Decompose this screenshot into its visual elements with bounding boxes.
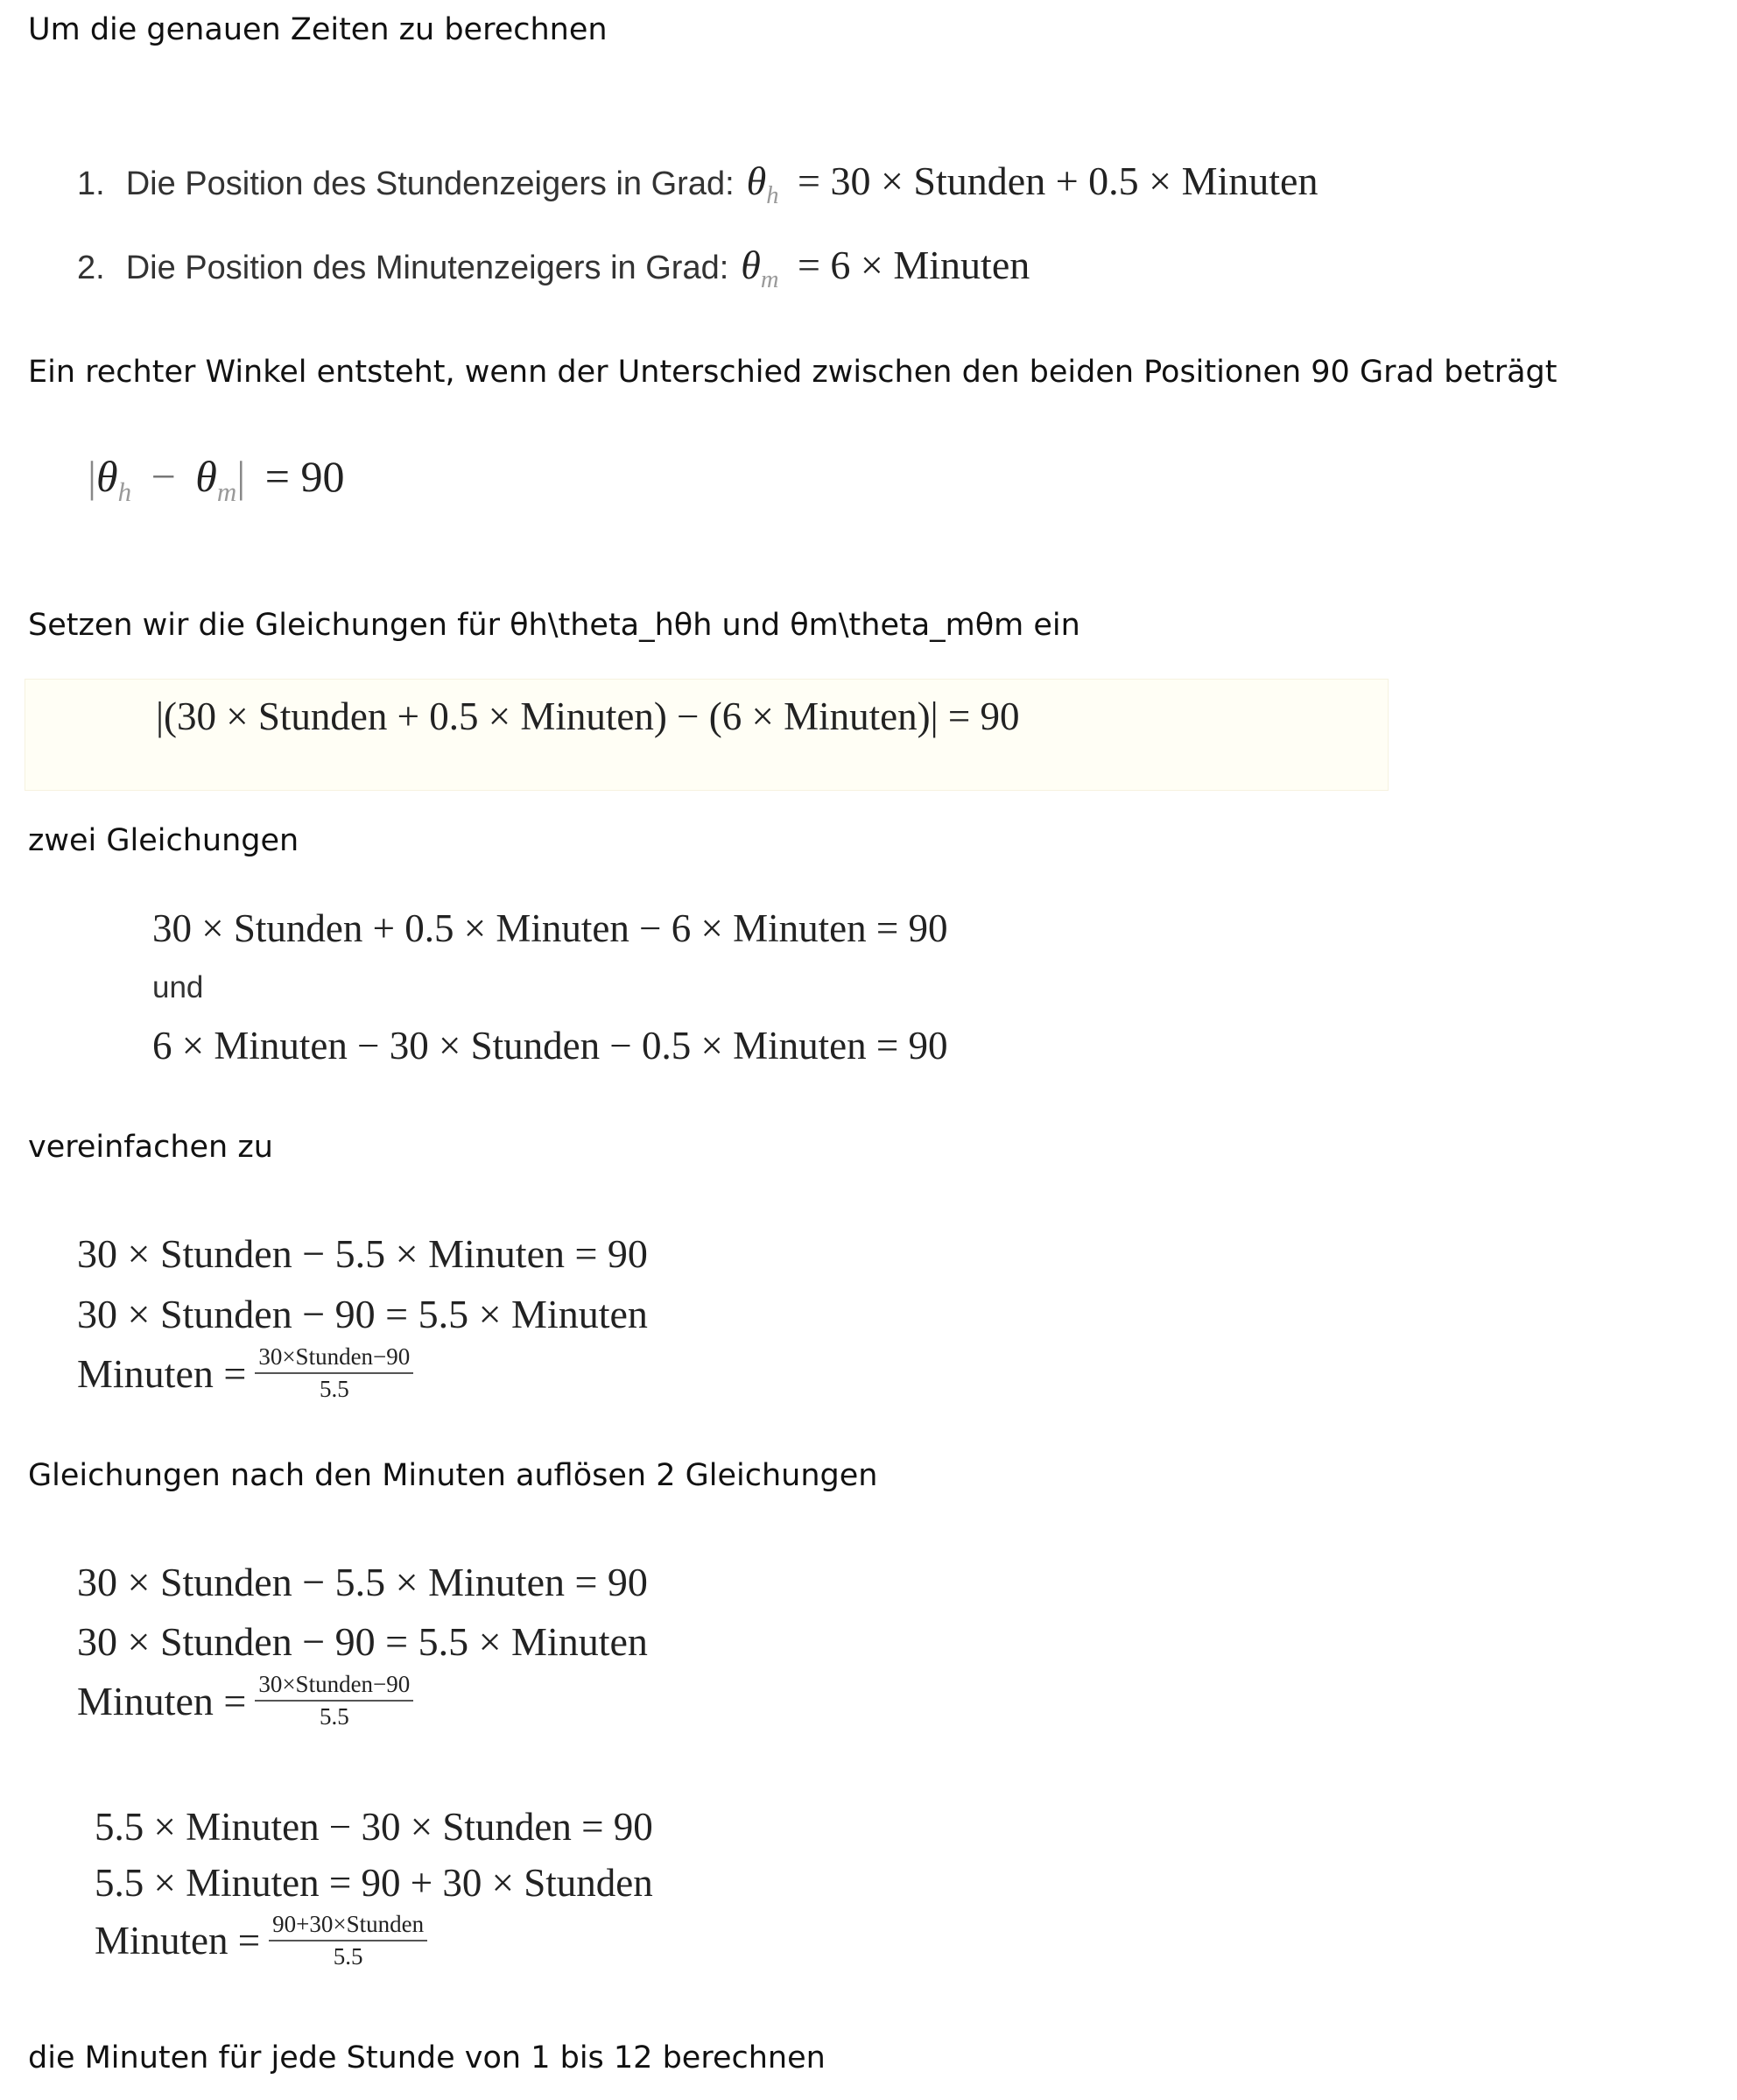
fraction-numerator: 30×Stunden−90 [255, 1343, 413, 1374]
fraction-numerator: 30×Stunden−90 [255, 1671, 413, 1702]
formula-list [77, 142, 1318, 310]
minute-hand-formula [741, 242, 1030, 294]
hour-hand-formula [747, 158, 1319, 210]
fraction [269, 1911, 427, 1970]
fraction-lhs: Minuten = [95, 1919, 261, 1963]
fraction [255, 1671, 413, 1730]
simplify-line-1: 30 × Stunden − 5.5 × Minuten = 90 [77, 1231, 648, 1276]
list-item-text: Die Position des Stundenzeigers in Grad: [125, 165, 735, 202]
list-number: 2. [77, 249, 105, 286]
list-item [77, 142, 1318, 226]
minus-sign: − [151, 452, 176, 501]
list-number: 1. [77, 165, 105, 202]
theta-symbol: θ [741, 243, 761, 288]
equation-rhs: = 90 [264, 452, 345, 501]
simplify-fraction-line [77, 1343, 413, 1403]
solve-b-line-1: 5.5 × Minuten − 30 × Stunden = 90 [95, 1805, 653, 1849]
fraction [255, 1343, 413, 1403]
theta-symbol: θ [195, 452, 217, 501]
absolute-difference-equation [88, 451, 344, 508]
theta-subscript: h [117, 476, 132, 507]
abs-bar-left: | [88, 452, 97, 501]
list-item-text: Die Position des Minutenzeigers in Grad: [125, 249, 729, 286]
two-equations-label: zwei Gleichungen [28, 823, 299, 858]
fraction-denominator: 5.5 [333, 1943, 363, 1970]
abs-bar-right: | [236, 452, 246, 501]
equation-case-1: 30 × Stunden + 0.5 × Minuten − 6 × Minuten = 90 [152, 906, 948, 950]
intro-text: Um die genauen Zeiten zu berechnen [28, 12, 608, 47]
substituted-equation: |(30 × Stunden + 0.5 × Minuten) − (6 × Minuten)| = 90 [156, 694, 1020, 738]
simplify-label: vereinfachen zu [28, 1130, 273, 1165]
solve-a-line-2: 30 × Stunden − 90 = 5.5 × Minuten [77, 1619, 648, 1664]
fraction-numerator: 90+30×Stunden [269, 1911, 427, 1941]
substitute-text: Setzen wir die Gleichungen für θh\theta_hθh und θm\theta_mθm ein [28, 608, 1080, 643]
solve-a-line-1: 30 × Stunden − 5.5 × Minuten = 90 [77, 1560, 648, 1604]
equation-case-2: 6 × Minuten − 30 × Stunden − 0.5 × Minuten = 90 [152, 1024, 948, 1068]
final-text: die Minuten für jede Stunde von 1 bis 12 berechnen [28, 2040, 826, 2075]
theta-subscript: h [766, 181, 779, 209]
list-item [77, 226, 1318, 310]
formula-expression: = 6 × Minuten [797, 243, 1030, 288]
fraction-lhs: Minuten = [77, 1350, 247, 1396]
simplify-line-2: 30 × Stunden − 90 = 5.5 × Minuten [77, 1292, 648, 1336]
fraction-lhs: Minuten = [77, 1678, 247, 1723]
fraction-denominator: 5.5 [319, 1376, 349, 1403]
theta-symbol: θ [746, 159, 767, 204]
formula-expression: = 30 × Stunden + 0.5 × Minuten [798, 159, 1319, 204]
solve-label: Gleichungen nach den Minuten auflösen 2 Gleichungen [28, 1458, 878, 1493]
theta-subscript: m [216, 476, 237, 507]
solve-b-fraction-line [95, 1911, 427, 1970]
solve-b-line-2: 5.5 × Minuten = 90 + 30 × Stunden [95, 1861, 653, 1905]
fraction-denominator: 5.5 [319, 1703, 349, 1730]
right-angle-text: Ein rechter Winkel entsteht, wenn der Unterschied zwischen den beiden Positionen 90 Grad beträgt [28, 355, 1558, 390]
und-label: und [152, 970, 204, 1004]
solve-a-fraction-line [77, 1671, 413, 1730]
theta-symbol: θ [96, 452, 118, 501]
theta-subscript: m [760, 265, 779, 293]
